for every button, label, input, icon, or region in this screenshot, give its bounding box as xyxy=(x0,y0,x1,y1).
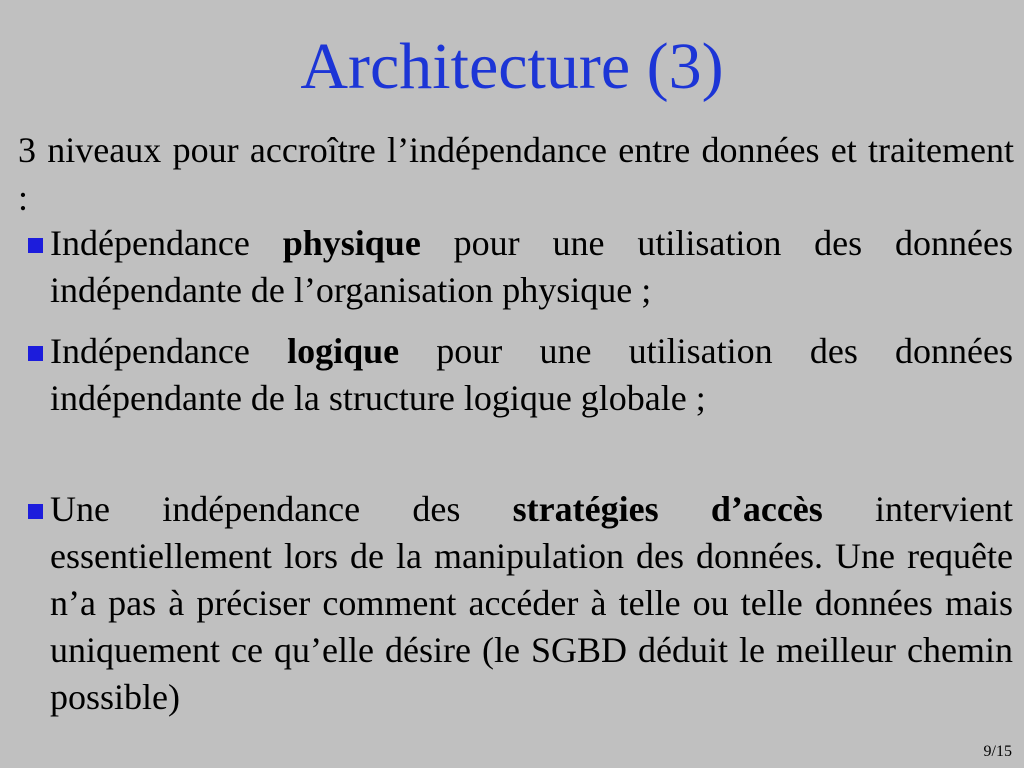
bullet-logical-independence xyxy=(50,328,1013,422)
bullet-bold-term: stratégies d’accès xyxy=(512,489,823,529)
slide-title: Architecture (3) xyxy=(300,30,724,103)
bullet-text-start: Indépendance xyxy=(50,331,288,371)
square-bullet-icon xyxy=(28,504,43,519)
bullet-text-start: Indépendance xyxy=(50,223,283,263)
bullet-physical-independence xyxy=(50,220,1013,314)
bullet-text-start: Une indépendance des xyxy=(50,489,513,529)
intro-text: 3 niveaux pour accroître l’indépendance entre données et traitement : xyxy=(18,130,1014,218)
bullet-text-end: intervient essentiellement lors de la manipulation des données. Une requête n’a pas à préciser comment accéder à telle ou telle données mais uniquement ce qu’elle désire (le SGBD déduit le meilleur chemin possible) xyxy=(50,489,1014,717)
bullet-access-strategy-independence xyxy=(50,486,1013,721)
bullet-text-end: pour une utilisation des données indépendante de l’organisation physique ; xyxy=(50,223,1013,310)
bullet-bold-term: logique xyxy=(287,331,400,371)
bullet-text-end: pour une utilisation des données indépendante de la structure logique globale ; xyxy=(50,331,1013,418)
bullet-bold-term: physique xyxy=(282,223,421,263)
page-number: 9/15 xyxy=(983,743,1012,760)
square-bullet-icon xyxy=(28,346,43,361)
square-bullet-icon xyxy=(28,238,43,253)
